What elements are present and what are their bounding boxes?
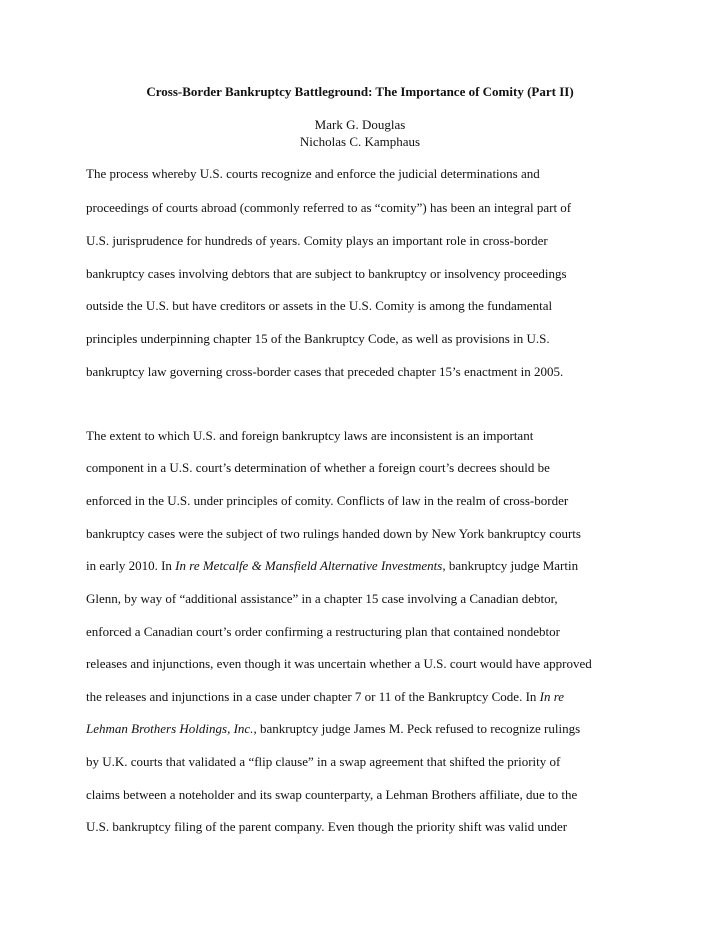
- paragraph-line: [86, 689, 646, 705]
- text-run: , bankruptcy judge Martin: [442, 558, 579, 573]
- paragraph-line: bankruptcy law governing cross-border cases that preceded chapter 15’s enactment in 2005.: [86, 364, 564, 379]
- paragraph-line: bankruptcy cases involving debtors that are subject to bankruptcy or insolvency proceedings: [86, 266, 567, 281]
- paragraph-line: U.S. jurisprudence for hundreds of years. Comity plays an important role in cross-border: [86, 233, 548, 248]
- paragraph-line: component in a U.S. court’s determination of whether a foreign court’s decrees should be: [86, 460, 550, 475]
- paragraph-line: principles underpinning chapter 15 of the Bankruptcy Code, as well as provisions in U.S.: [86, 331, 550, 346]
- paragraph-line: The extent to which U.S. and foreign bankruptcy laws are inconsistent is an important: [86, 428, 534, 443]
- author-name: Mark G. Douglas: [314, 117, 406, 132]
- text-run: in early 2010. In: [86, 558, 176, 573]
- paragraph-line: claims between a noteholder and its swap counterparty, a Lehman Brothers affiliate, due to the: [86, 787, 578, 802]
- paragraph-line: [86, 558, 646, 574]
- text-run: , bankruptcy judge James M. Peck refused to recognize rulings: [253, 721, 581, 736]
- paragraph-line: by U.K. courts that validated a “flip clause” in a swap agreement that shifted the priority of: [86, 754, 561, 769]
- paragraph-line: Glenn, by way of “additional assistance” in a chapter 15 case involving a Canadian debtor,: [86, 591, 558, 606]
- author-name: Nicholas C. Kamphaus: [299, 134, 421, 149]
- paragraph-line: enforced a Canadian court’s order confirming a restructuring plan that contained nondebtor: [86, 624, 560, 639]
- case-citation: Lehman Brothers Holdings, Inc.: [86, 721, 254, 736]
- paragraph-line: enforced in the U.S. under principles of comity. Conflicts of law in the realm of cross-border: [86, 493, 569, 508]
- text-run: the releases and injunctions in a case under chapter 7 or 11 of the Bankruptcy Code. In: [86, 689, 540, 704]
- paragraph-line: [86, 721, 646, 737]
- case-citation: In re Metcalfe & Mansfield Alternative Investments: [175, 558, 443, 573]
- paragraph-line: The process whereby U.S. courts recognize and enforce the judicial determinations and: [86, 166, 540, 181]
- case-citation: In re: [539, 689, 565, 704]
- paragraph-line: proceedings of courts abroad (commonly referred to as “comity”) has been an integral part of: [86, 200, 572, 215]
- paragraph-line: U.S. bankruptcy filing of the parent company. Even though the priority shift was valid under: [86, 819, 568, 834]
- document-title: Cross-Border Bankruptcy Battleground: The Importance of Comity (Part II): [146, 84, 574, 99]
- paragraph-line: outside the U.S. but have creditors or assets in the U.S. Comity is among the fundamental: [86, 298, 553, 313]
- paragraph-line: releases and injunctions, even though it was uncertain whether a U.S. court would have approved: [86, 656, 592, 671]
- paragraph-line: bankruptcy cases were the subject of two rulings handed down by New York bankruptcy courts: [86, 526, 581, 541]
